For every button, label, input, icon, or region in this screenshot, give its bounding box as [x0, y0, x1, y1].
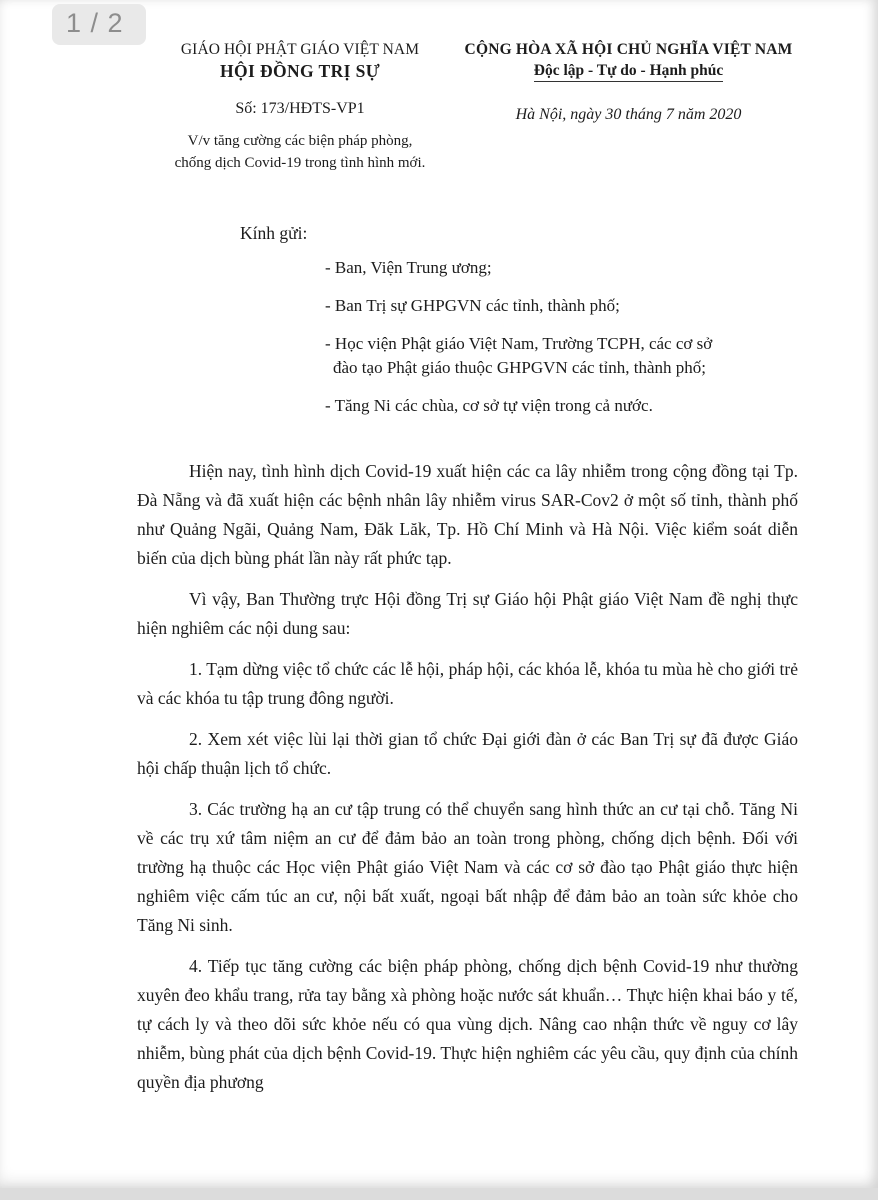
recipient-line: đào tạo Phật giáo thuộc GHPGVN các tỉnh, thành phố;	[333, 358, 706, 377]
national-motto	[446, 62, 811, 80]
board-name: HỘI ĐỒNG TRỊ SỰ	[219, 61, 381, 81]
page-indicator: 1 / 2	[52, 4, 146, 45]
body-paragraph: 4. Tiếp tục tăng cường các biện pháp phòng, chống dịch bệnh Covid-19 như thường xuyên đeo khẩu trang, rửa tay bằng xà phòng hoặc nước sát khuẩn… Thực hiện khai báo y tế, tự cách ly và theo dõi sức khỏe nếu có qua vùng dịch. Nâng cao nhận thức về nguy cơ lây nhiễm, bùng phát của dịch bệnh Covid-19. Thực hiện nghiêm các yêu cầu, quy định của chính quyền địa phương	[137, 956, 798, 1092]
recipient-item	[325, 294, 805, 318]
recipients-title: Kính gửi:	[240, 223, 308, 243]
recipient-item	[325, 332, 805, 380]
body-paragraph: 1. Tạm dừng việc tổ chức các lễ hội, pháp hội, các khóa lễ, khóa tu mùa hè cho giới trẻ và các khóa tu tập trung đông người.	[137, 659, 798, 708]
body-paragraph: 3. Các trường hạ an cư tập trung có thể chuyển sang hình thức an cư tại chỗ. Tăng Ni về các trụ xứ tâm niệm an cư để đảm bảo an toàn trong phòng, chống dịch bệnh. Đối với trường hạ thuộc các Học viện Phật giáo Việt Nam và các cơ sở đào tạo Phật giáo thực hiện nghiêm việc cấm túc an cư, nội bất xuất, ngoại bất nhập để đảm bảo an toàn sức khỏe cho Tăng Ni sinh.	[137, 799, 798, 935]
body-paragraph: 2. Xem xét việc lùi lại thời gian tổ chức Đại giới đàn ở các Ban Trị sự đã được Giáo hội chấp thuận lịch tổ chức.	[137, 729, 798, 778]
document-number: Số: 173/HĐTS-VP1	[235, 100, 365, 117]
issuer-block	[140, 41, 460, 174]
document-subject	[140, 130, 460, 174]
organization-name: GIÁO HỘI PHẬT GIÁO VIỆT NAM	[180, 41, 420, 58]
subject-line: chống dịch Covid-19 trong tình hình mới.	[174, 155, 426, 171]
body-paragraph: Hiện nay, tình hình dịch Covid-19 xuất hiện các ca lây nhiễm trong cộng đồng tại Tp. Đà Nẵng và đã xuất hiện các bệnh nhân lây nhiễm virus SAR-Cov2 ở một số tỉnh, thành phố như Quảng Ngãi, Quảng Nam, Đăk Lăk, Tp. Hồ Chí Minh và Hà Nội. Việc kiểm soát diễn biến của dịch bùng phát lần này rất phức tạp.	[137, 461, 798, 568]
recipient-line: - Học viện Phật giáo Việt Nam, Trường TCPH, các cơ sở	[325, 334, 713, 353]
recipient-line: - Ban Trị sự GHPGVN các tỉnh, thành phố;	[325, 296, 620, 315]
recipients-list	[325, 256, 805, 432]
place-and-date: Hà Nội, ngày 30 tháng 7 năm 2020	[515, 106, 742, 123]
recipient-item	[325, 394, 805, 418]
recipient-line: - Ban, Viện Trung ương;	[325, 258, 492, 277]
document-body	[137, 457, 798, 1109]
recipient-line: - Tăng Ni các chùa, cơ sở tự viện trong cả nước.	[325, 396, 653, 415]
body-paragraph: Vì vậy, Ban Thường trực Hội đồng Trị sự Giáo hội Phật giáo Việt Nam đề nghị thực hiện nghiêm các nội dung sau:	[137, 589, 798, 638]
national-header	[446, 41, 811, 124]
subject-line: V/v tăng cường các biện pháp phòng,	[187, 133, 413, 149]
recipient-item	[325, 256, 805, 280]
country-name: CỘNG HÒA XÃ HỘI CHỦ NGHĨA VIỆT NAM	[464, 41, 793, 58]
motto-text: Độc lập - Tự do - Hạnh phúc	[534, 62, 723, 82]
